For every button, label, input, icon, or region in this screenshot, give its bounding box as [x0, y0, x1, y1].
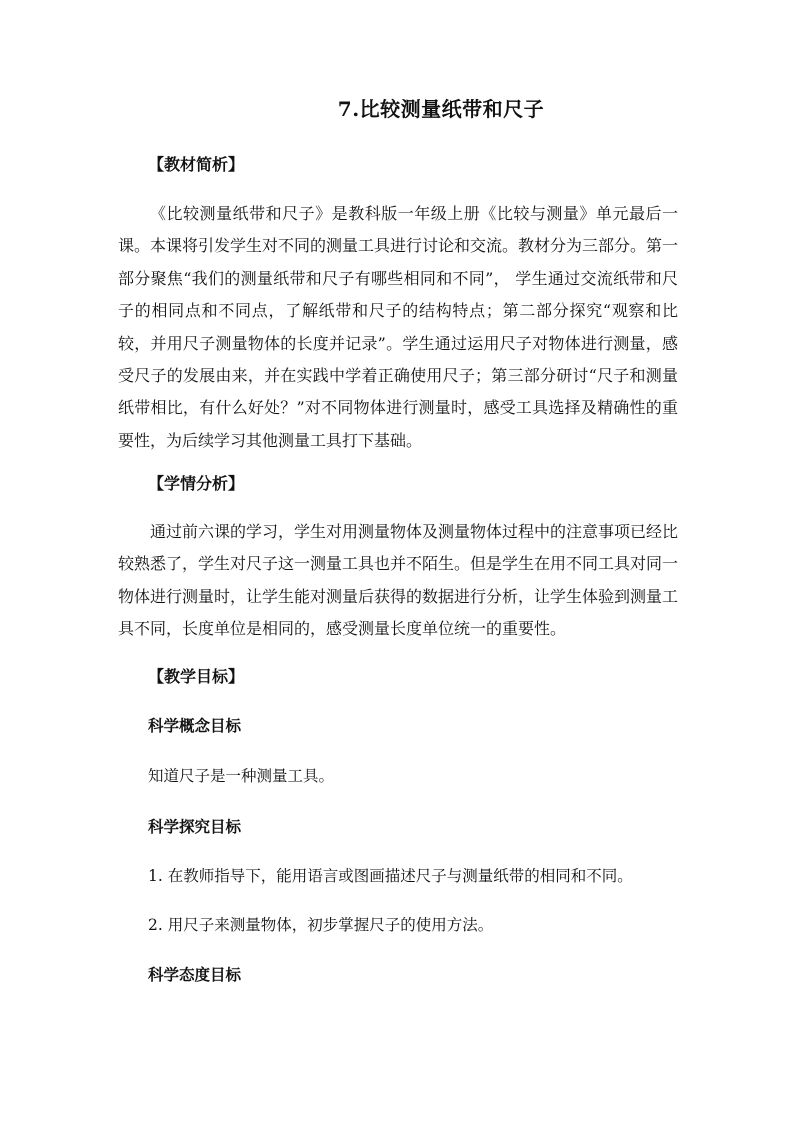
section-heading-teaching-goals: 【教学目标】 [148, 667, 245, 686]
concept-goal-label: 科学概念目标 [148, 716, 242, 735]
attitude-goal-label: 科学态度目标 [148, 965, 242, 984]
inquiry-goal-label: 科学探究目标 [148, 817, 242, 836]
inquiry-goal-item: 2. 用尺子来测量物体，初步掌握尺子的使用方法。 [148, 916, 494, 934]
section-heading-textbook-analysis: 【教材简析】 [148, 155, 245, 174]
inquiry-goal-item: 1. 在教师指导下，能用语言或图画描述尺子与测量纸带的相同和不同。 [148, 867, 633, 885]
section-heading-learner-analysis: 【学情分析】 [148, 474, 245, 493]
textbook-analysis-paragraph: 《比较测量纸带和尺子》是教科版一年级上册《比较与测量》单元最后一课。本课将引发学生对不同的测量工具进行讨论和交流。教材分为三部分。第一部分聚焦“我们的测量纸带和尺子有哪些相同和不同”， 学生通过交流纸带和尺子的相同点和不同点，了解纸带和尺子的结构特点；第二部分探究“观察和比较，并用尺子测量物体的长度并记录”。学生通过运用尺子对物体进行测量，感受尺子的发展由来，并在实践中学着正确使用尺子；第三部分研讨“尺子和测量纸带相比，有什么好处？”对不同物体进行测量时，感受工具选择及精确性的重要性，为后续学习其他测量工具打下基础。 [118, 204, 679, 450]
learner-analysis-paragraph: 通过前六课的学习，学生对用测量物体及测量物体过程中的注意事项已经比较熟悉了，学生对尺子这一测量工具也并不陌生。但是学生在用不同工具对同一物体进行测量时，让学生能对测量后获得的数据进行分析，让学生体验到测量工具不同，长度单位是相同的，感受测量长度单位统一的重要性。 [118, 522, 679, 639]
document-title: 7.比较测量纸带和尺子 [337, 97, 545, 121]
concept-goal-text: 知道尺子是一种测量工具。 [148, 767, 335, 785]
